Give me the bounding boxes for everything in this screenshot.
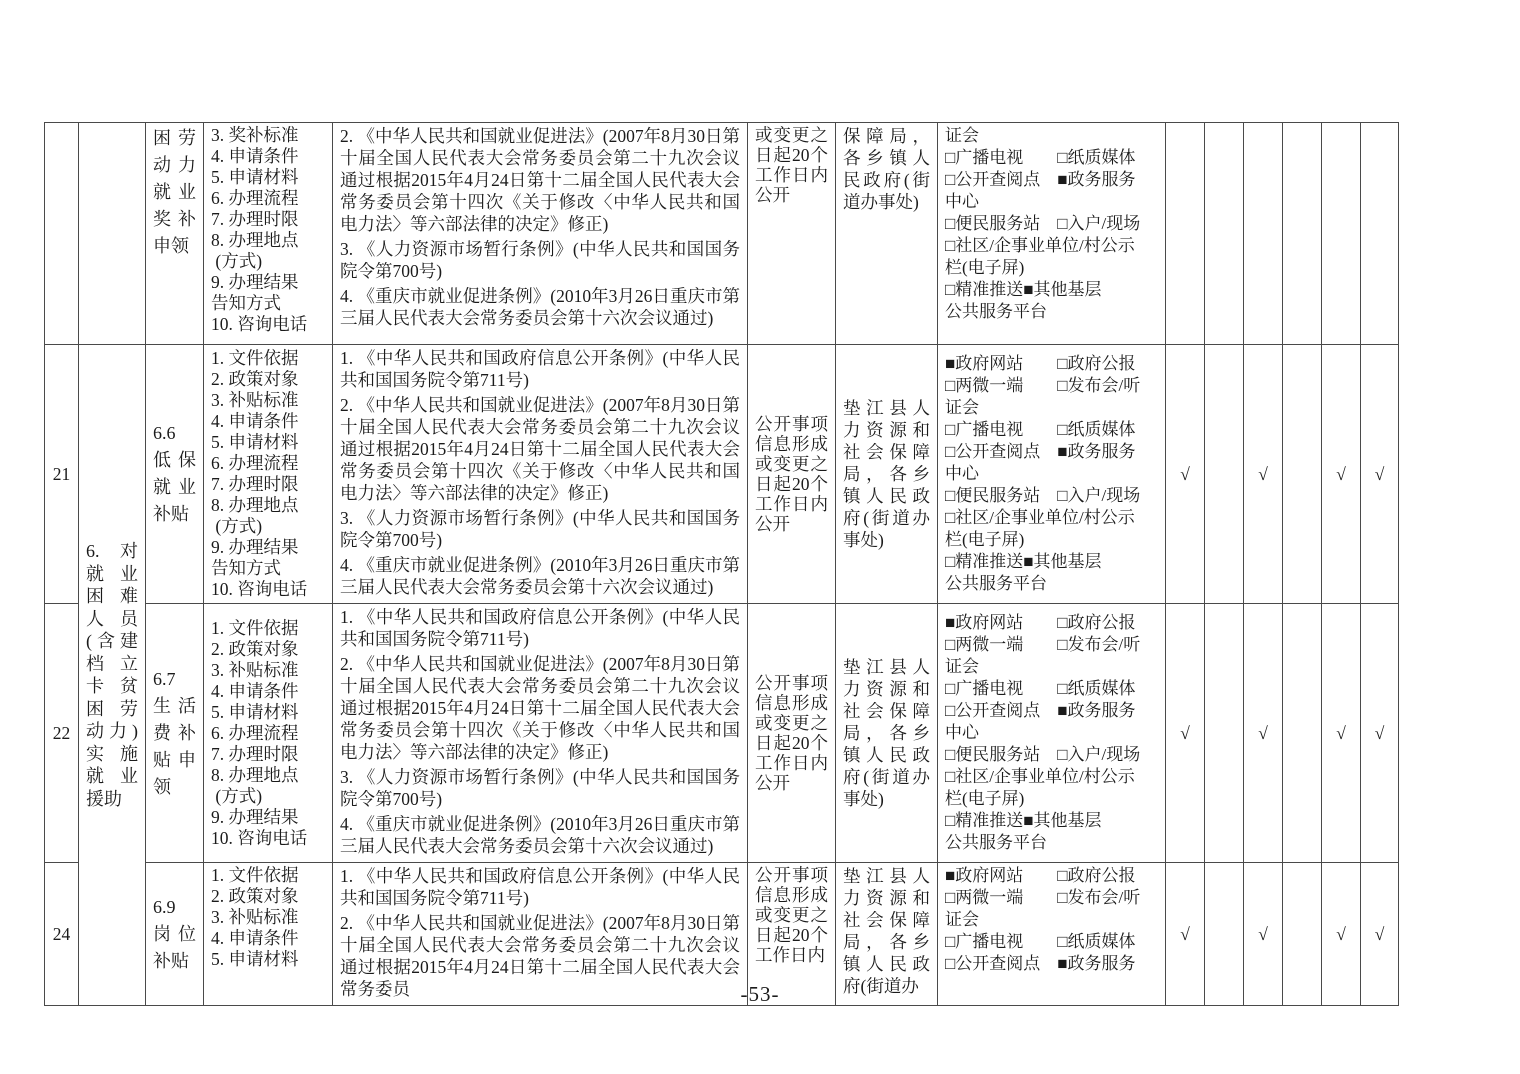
text-line: □精准推送■其他基层 [945,552,1102,571]
text-line: 2. 《中华人民共和国就业促进法》(2007年8月30日第十届全国人民代表大会常务委员会第二十九次会议通过根据2015年4月24日第十二届全国人民代表大会常务委员 [340,913,740,999]
text-line: ■政府网站 □政府公报 [945,354,1136,373]
item-name: 6.6 低保就业补贴 [153,423,196,524]
text-line: □广播电视 □纸质媒体 [945,148,1136,167]
content-list-cell [204,345,333,604]
text-line: 4. 《重庆市就业促进条例》(2010年3月26日重庆市第三届人民代表大会常务委员会第十六次会议通过) [340,555,740,597]
text-line: □公开查阅点 ■政务服务 [945,170,1136,189]
text-line: 4. 申请条件 [211,680,299,701]
text-line: □两微一端 □发布会/听 [945,888,1141,907]
check-cell [1283,604,1322,863]
text-line: 栏(电子屏) [945,530,1025,549]
text-line: □两微一端 □发布会/听 [945,376,1141,395]
text-line: 3. 补贴标准 [211,907,299,927]
text-line: 4. 《重庆市就业促进条例》(2010年3月26日重庆市第三届人民代表大会常务委员会第十六次会议通过) [340,814,740,856]
table-row [45,345,1399,604]
check-cell: √ [1244,604,1283,863]
text-line: 3. 《人力资源市场暂行条例》(中华人民共和国国务院令第700号) [340,239,740,281]
legal-basis-cell [333,123,748,345]
agency: 垫江县人力资源和社会保障局，各乡镇人民政府(街道办事处) [843,398,930,550]
check-cell [1244,123,1283,345]
legal-basis-cell [333,345,748,604]
text-line: 8. 办理地点 [211,764,299,785]
text-line: □便民服务站 □入户/现场 [945,745,1141,764]
text-line: 2. 政策对象 [211,886,299,906]
text-line: 3. 奖补标准 [211,125,299,145]
text-line: 5. 申请材料 [211,167,299,187]
channels-cell [938,123,1166,345]
item-name: 困劳动力就业奖补申领 [153,128,196,256]
text-line: 6. 办理流程 [211,188,299,208]
text-line: (方式) [211,251,263,271]
row-number-cell: 22 [45,604,79,863]
agency: 垫江县人力资源和社会保障局，各乡镇人民政府(街道办 [843,866,930,996]
check-cell [1283,345,1322,604]
text-line: 告知方式 [211,558,281,578]
text-line: 7. 办理时限 [211,743,299,764]
check-cell [1283,123,1322,345]
text-line: 7. 办理时限 [211,474,299,494]
text-line: 栏(电子屏) [945,789,1025,808]
text-line: □社区/企事业单位/村公示 [945,236,1135,255]
publish-time-cell [748,604,836,863]
row-number-cell: 21 [45,345,79,604]
text-line: □广播电视 □纸质媒体 [945,420,1136,439]
text-line: □公开查阅点 ■政务服务 [945,701,1136,720]
check-cell: √ [1322,604,1361,863]
text-line: □两微一端 □发布会/听 [945,635,1141,654]
text-line: □便民服务站 □入户/现场 [945,214,1141,233]
text-line: 中心 [945,192,979,211]
text-line: (方式) [211,516,263,536]
page-number: -53- [740,982,780,1006]
text-line: □广播电视 □纸质媒体 [945,679,1136,698]
text-line: 3. 《人力资源市场暂行条例》(中华人民共和国国务院令第700号) [340,767,740,809]
text-line: 2. 《中华人民共和国就业促进法》(2007年8月30日第十届全国人民代表大会常务委员会第二十九次会议通过根据2015年4月24日第十二届全国人民代表大会常务委员会第十四次《关于修改〈中华人民共和国电力法〉等六部法律的决定》修正) [340,126,740,234]
item-name: 6.7 生活费补贴申领 [153,668,196,797]
text-line: 证会 [945,126,979,145]
agency: 保障局，各乡镇人民政府(街道办事处) [843,126,930,212]
text-line: 公共服务平台 [945,833,1047,852]
text-line: □广播电视 □纸质媒体 [945,932,1136,951]
check-cell: √ [1361,604,1399,863]
check-cell [1205,123,1244,345]
check-cell: √ [1361,345,1399,604]
publish-time: 公开事项信息形成或变更之日起20个工作日内公开 [755,673,828,793]
check-cell: √ [1322,345,1361,604]
text-line: 2. 《中华人民共和国就业促进法》(2007年8月30日第十届全国人民代表大会常务委员会第二十九次会议通过根据2015年4月24日第十二届全国人民代表大会常务委员会第十四次《关于修改〈中华人民共和国电力法〉等六部法律的决定》修正) [340,395,740,503]
channels-cell [938,345,1166,604]
text-line: □社区/企事业单位/村公示 [945,508,1135,527]
text-line: 3. 《人力资源市场暂行条例》(中华人民共和国国务院令第700号) [340,508,740,550]
agency-cell [836,345,938,604]
legal-basis-cell [333,604,748,863]
publish-time: 或变更之日起20个工作日内公开 [755,125,828,205]
text-line: ■政府网站 □政府公报 [945,613,1136,632]
category-text: 6. 对就业困难人员(含建档立卡贫困劳动力)实施就业援助 [86,541,138,809]
check-cell: √ [1166,604,1205,863]
agency-cell [836,604,938,863]
text-line: □公开查阅点 ■政务服务 [945,954,1136,973]
text-line: 2. 政策对象 [211,638,299,659]
text-line: 8. 办理地点 [211,495,299,515]
channels-cell [938,604,1166,863]
check-cell: √ [1322,863,1361,1006]
check-cell [1205,345,1244,604]
row-number-cell [45,123,79,345]
text-line: 9. 办理结果 [211,537,299,557]
disclosure-table [44,122,1399,1006]
text-line: 8. 办理地点 [211,230,299,250]
check-cell: √ [1244,863,1283,1006]
text-line: 10. 咨询电话 [211,314,308,334]
text-line: 1. 《中华人民共和国政府信息公开条例》(中华人民共和国国务院令第711号) [340,607,740,649]
check-cell: √ [1361,863,1399,1006]
text-line: (方式) [211,785,263,806]
text-line: □公开查阅点 ■政务服务 [945,442,1136,461]
text-line: 公共服务平台 [945,574,1047,593]
item-name-cell [146,345,204,604]
item-name-cell [146,123,204,345]
text-line: 1. 《中华人民共和国政府信息公开条例》(中华人民共和国国务院令第711号) [340,348,740,390]
item-name: 6.9 岗位补贴 [153,896,196,971]
text-line: 1. 文件依据 [211,617,299,638]
text-line: 10. 咨询电话 [211,827,308,848]
text-line: 中心 [945,464,979,483]
item-name-cell [146,604,204,863]
check-cell: √ [1244,345,1283,604]
text-line: □精准推送■其他基层 [945,811,1102,830]
check-cell [1322,123,1361,345]
text-line: □社区/企事业单位/村公示 [945,767,1135,786]
text-line: 2. 《中华人民共和国就业促进法》(2007年8月30日第十届全国人民代表大会常务委员会第二十九次会议通过根据2015年4月24日第十二届全国人民代表大会常务委员会第十四次《关于修改〈中华人民共和国电力法〉等六部法律的决定》修正) [340,654,740,762]
text-line: 4. 申请条件 [211,928,299,948]
table-row [45,604,1399,863]
publish-time: 公开事项信息形成或变更之日起20个工作日内 [755,865,828,965]
text-line: 证会 [945,657,979,676]
publish-time: 公开事项信息形成或变更之日起20个工作日内公开 [755,414,828,534]
publish-time-cell [748,123,836,345]
text-line: 2. 政策对象 [211,369,299,389]
table-row [45,123,1399,345]
text-line: 5. 申请材料 [211,432,299,452]
text-line: 栏(电子屏) [945,258,1025,277]
row-number-cell: 24 [45,863,79,1006]
text-line: 6. 办理流程 [211,722,299,743]
check-cell: √ [1166,345,1205,604]
agency-cell [836,123,938,345]
text-line: 1. 文件依据 [211,348,299,368]
text-line: 5. 申请材料 [211,949,299,969]
text-line: 3. 补贴标准 [211,390,299,410]
text-line: 6. 办理流程 [211,453,299,473]
text-line: 1. 文件依据 [211,865,299,885]
text-line: 证会 [945,910,979,929]
content-list-cell [204,604,333,863]
check-cell [1361,123,1399,345]
check-cell: √ [1166,863,1205,1006]
check-cell [1205,604,1244,863]
category-cell [79,123,146,345]
text-line: ■政府网站 □政府公报 [945,866,1136,885]
check-cell [1166,123,1205,345]
text-line: 3. 补贴标准 [211,659,299,680]
text-line: 4. 申请条件 [211,146,299,166]
text-line: 证会 [945,398,979,417]
category-cell [79,345,146,1006]
text-line: 9. 办理结果 [211,806,299,827]
text-line: 7. 办理时限 [211,209,299,229]
text-line: 告知方式 [211,293,281,313]
text-line: 5. 申请材料 [211,701,299,722]
text-line: □精准推送■其他基层 [945,280,1102,299]
text-line: 4. 申请条件 [211,411,299,431]
text-line: 4. 《重庆市就业促进条例》(2010年3月26日重庆市第三届人民代表大会常务委员会第十六次会议通过) [340,286,740,328]
text-line: □便民服务站 □入户/现场 [945,486,1141,505]
agency: 垫江县人力资源和社会保障局，各乡镇人民政府(街道办事处) [843,657,930,809]
text-line: 公共服务平台 [945,302,1047,321]
text-line: 10. 咨询电话 [211,579,308,599]
publish-time-cell [748,345,836,604]
content-list-cell [204,123,333,345]
text-line: 中心 [945,723,979,742]
text-line: 9. 办理结果 [211,272,299,292]
text-line: 1. 《中华人民共和国政府信息公开条例》(中华人民共和国国务院令第711号) [340,866,740,908]
